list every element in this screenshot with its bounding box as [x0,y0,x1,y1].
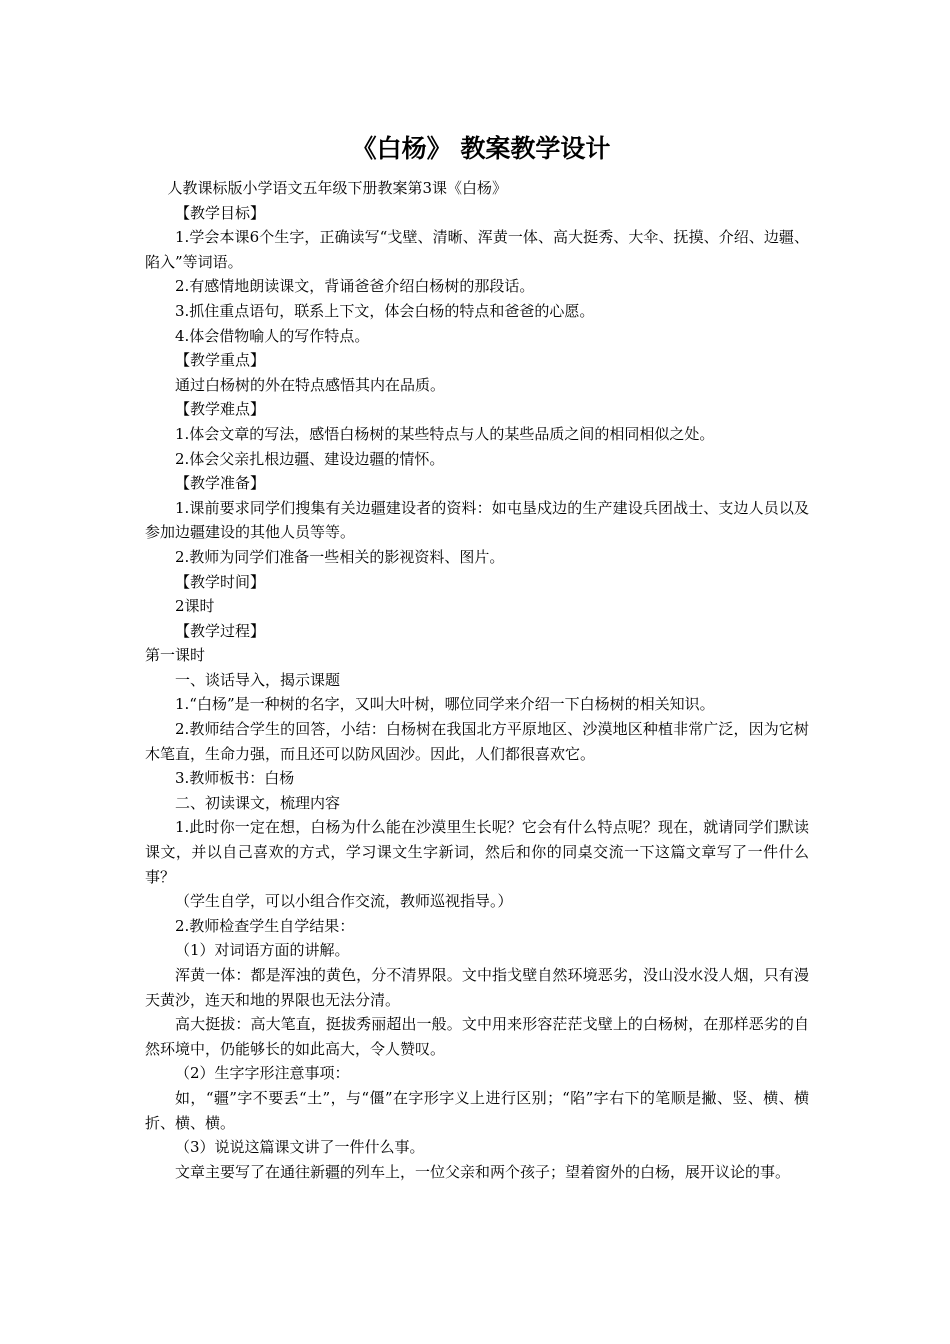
paragraph: 高大挺拔：高大笔直，挺拔秀丽超出一般。文中用来形容茫茫戈壁上的白杨树，在那样恶劣的自然环境中，仍能够长的如此高大，令人赞叹。 [145,1015,809,1058]
paragraph: （3）说说这篇课文讲了一件什么事。 [175,1138,425,1157]
paragraph: 3.抓住重点语句，联系上下文，体会白杨的特点和爸爸的心愿。 [175,301,595,320]
paragraph: 通过白杨树的外在特点感悟其内在品质。 [175,375,446,394]
paragraph: 1.此时你一定在想，白杨为什么能在沙漠里生长呢？它会有什么特点呢？现在，就请同学们默读课文，并以自己喜欢的方式，学习课文生字新词，然后和你的同桌交流一下这篇文章写了一件什么事？ [145,818,809,886]
paragraph: 【教学准备】 [175,474,266,493]
document-body [145,176,809,1184]
document-title: 《白杨》 教案教学设计 [351,134,611,163]
paragraph: 2.体会父亲扎根边疆、建设边疆的情怀。 [175,449,445,468]
paragraph: 3.教师板书：白杨 [175,769,295,788]
document-page [145,128,809,1184]
paragraph: （2）生字字形注意事项： [175,1064,350,1083]
paragraph: 2.教师检查学生自学结果： [175,916,355,935]
paragraph: 二、初读课文，梳理内容 [175,793,341,812]
paragraph: 浑黄一体：都是浑浊的黄色，分不清界限。文中指戈壁自然环境恶劣，没山没水没人烟，只有漫天黄沙，连天和地的界限也无法分清。 [145,966,809,1009]
paragraph: 文章主要写了在通往新疆的列车上，一位父亲和两个孩子；望着窗外的白杨，展开议论的事。 [175,1162,791,1181]
paragraph: 人教课标版小学语文五年级下册教案第3课《白杨》 [167,179,508,197]
paragraph: 【教学目标】 [175,203,266,222]
paragraph: 2.教师为同学们准备一些相关的影视资料、图片。 [175,547,505,566]
paragraph: 1.“白杨”是一种树的名字，又叫大叶树，哪位同学来介绍一下白杨树的相关知识。 [175,695,715,714]
paragraph: 【教学重点】 [175,351,266,370]
paragraph: 2课时 [175,597,215,616]
paragraph: 第一课时 [145,646,206,665]
paragraph: 如，“疆”字不要丢“土”，与“僵”在字形字义上进行区别；“陷”字右下的笔顺是撇、竖、横、横折、横、横。 [145,1088,809,1132]
paragraph: 4.体会借物喻人的写作特点。 [175,326,370,345]
paragraph: （学生自学，可以小组合作交流，教师巡视指导。） [175,892,513,911]
paragraph: 2.有感情地朗读课文，背诵爸爸介绍白杨树的那段话。 [175,277,535,296]
paragraph: 2.教师结合学生的回答，小结：白杨树在我国北方平原地区、沙漠地区种植非常广泛，因为它树木笔直，生命力强，而且还可以防风固沙。因此，人们都很喜欢它。 [145,720,809,763]
paragraph: 【教学难点】 [175,400,266,419]
paragraph: 1.学会本课6个生字，正确读写“戈壁、清晰、浑黄一体、高大挺秀、大伞、抚摸、介绍、边疆、陷入”等词语。 [145,228,809,271]
paragraph: 【教学过程】 [175,621,266,640]
paragraph: 【教学时间】 [175,572,266,591]
paragraph: 1.课前要求同学们搜集有关边疆建设者的资料：如屯垦戍边的生产建设兵团战士、支边人员以及参加边疆建设的其他人员等等。 [145,498,809,542]
paragraph: （1）对词语方面的讲解。 [175,941,350,960]
paragraph: 一、谈话导入，揭示课题 [175,670,341,689]
paragraph: 1.体会文章的写法，感悟白杨树的某些特点与人的某些品质之间的相同相似之处。 [175,424,715,443]
